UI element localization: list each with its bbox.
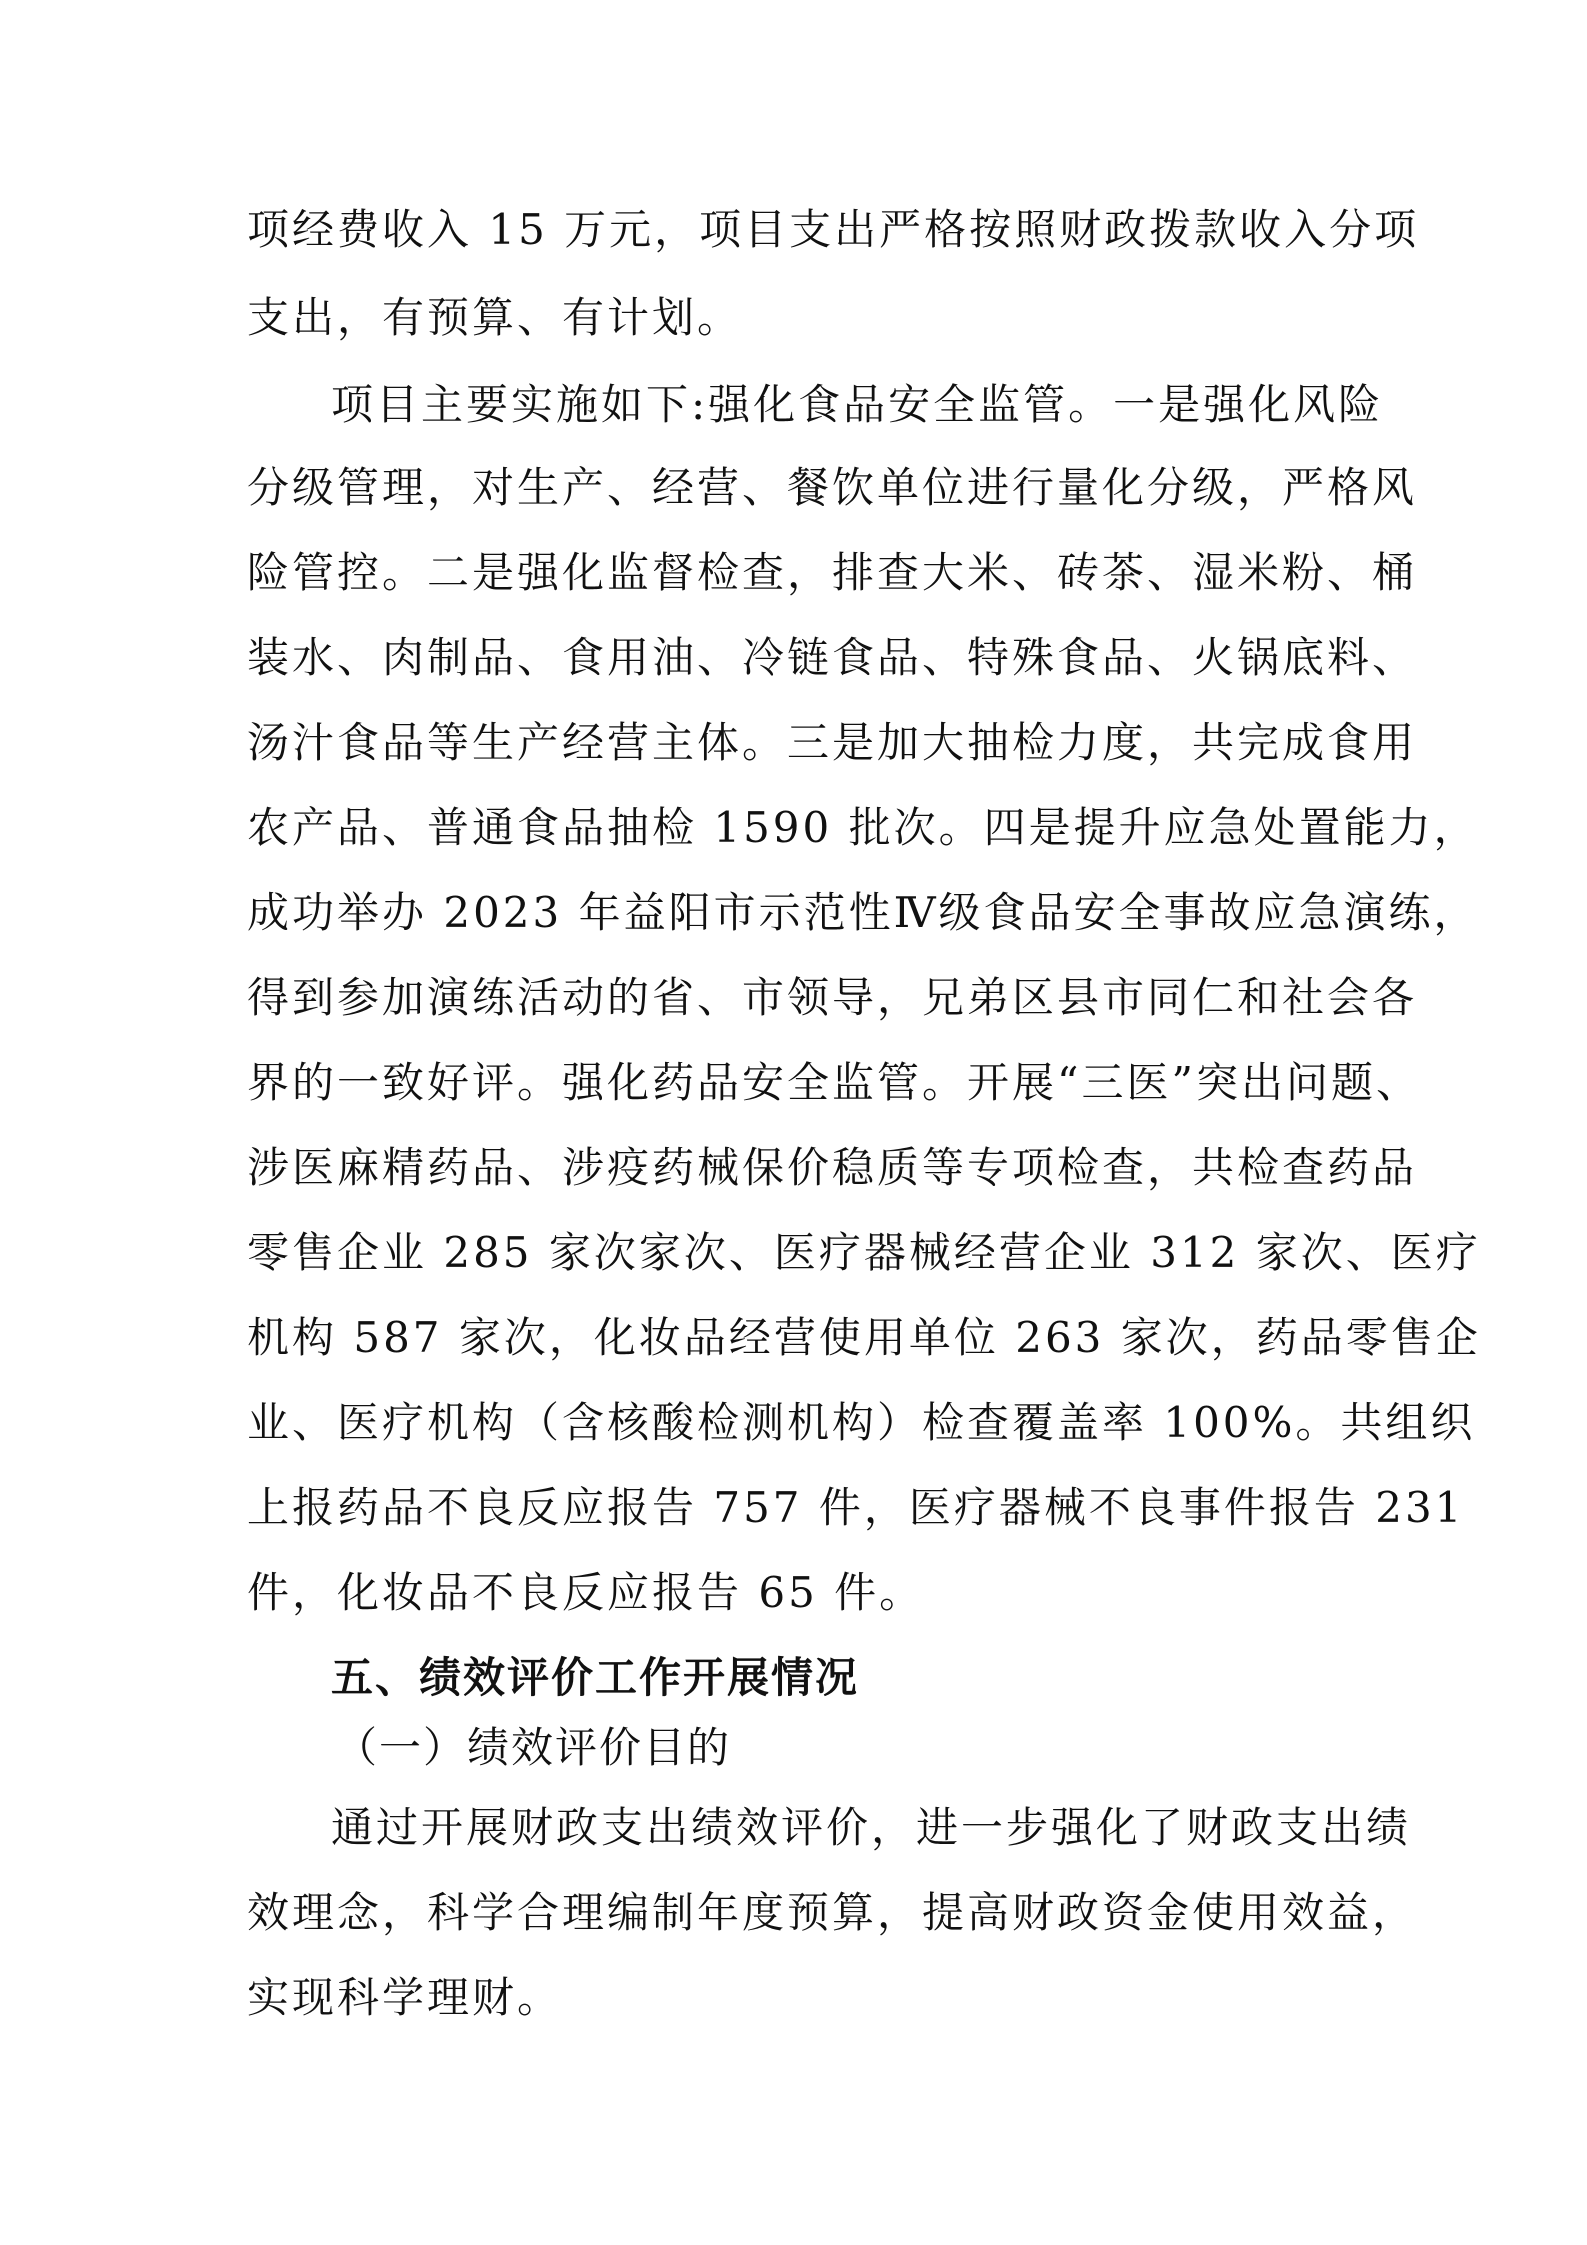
paragraph-line: 项目主要实施如下:强化食品安全监管。一是强化风险 bbox=[331, 380, 1384, 429]
paragraph-line: 上报药品不良反应报告 757 件，医疗器械不良事件报告 231 bbox=[247, 1483, 1465, 1532]
section-heading: 五、绩效评价工作开展情况 bbox=[331, 1653, 860, 1702]
paragraph-line: 支出，有预算、有计划。 bbox=[247, 293, 743, 342]
paragraph-line: 农产品、普通食品抽检 1590 批次。四是提升应急处置能力， bbox=[247, 803, 1479, 852]
subsection-heading: （一）绩效评价目的 bbox=[335, 1723, 732, 1772]
paragraph-line: 险管控。二是强化监督检查，排查大米、砖茶、湿米粉、桶 bbox=[247, 548, 1418, 597]
paragraph-line: 得到参加演练活动的省、市领导，兄弟区县市同仁和社会各 bbox=[247, 973, 1418, 1022]
paragraph-line: 零售企业 285 家次家次、医疗器械经营企业 312 家次、医疗 bbox=[247, 1228, 1481, 1277]
paragraph-line: 汤汁食品等生产经营主体。三是加大抽检力度，共完成食用 bbox=[247, 718, 1418, 767]
paragraph-line: 通过开展财政支出绩效评价，进一步强化了财政支出绩 bbox=[331, 1803, 1412, 1852]
paragraph-line: 涉医麻精药品、涉疫药械保价稳质等专项检查，共检查药品 bbox=[247, 1143, 1418, 1192]
paragraph-line: 分级管理，对生产、经营、餐饮单位进行量化分级，严格风 bbox=[247, 463, 1418, 512]
paragraph-line: 实现科学理财。 bbox=[247, 1973, 563, 2022]
paragraph-line: 装水、肉制品、食用油、冷链食品、特殊食品、火锅底料、 bbox=[247, 633, 1418, 682]
paragraph-line: 业、医疗机构（含核酸检测机构）检查覆盖率 100%。共组织 bbox=[247, 1398, 1476, 1447]
paragraph-line: 成功举办 2023 年益阳市示范性Ⅳ级食品安全事故应急演练， bbox=[247, 888, 1479, 937]
paragraph-line: 机构 587 家次，化妆品经营使用单位 263 家次，药品零售企 bbox=[247, 1313, 1481, 1362]
paragraph-line: 项经费收入 15 万元，项目支出严格按照财政拨款收入分项 bbox=[247, 205, 1420, 254]
paragraph-line: 件，化妆品不良反应报告 65 件。 bbox=[247, 1568, 925, 1617]
paragraph-line: 效理念，科学合理编制年度预算，提高财政资金使用效益， bbox=[247, 1888, 1418, 1937]
paragraph-line: 界的一致好评。强化药品安全监管。开展“三医”突出问题、 bbox=[247, 1058, 1421, 1107]
